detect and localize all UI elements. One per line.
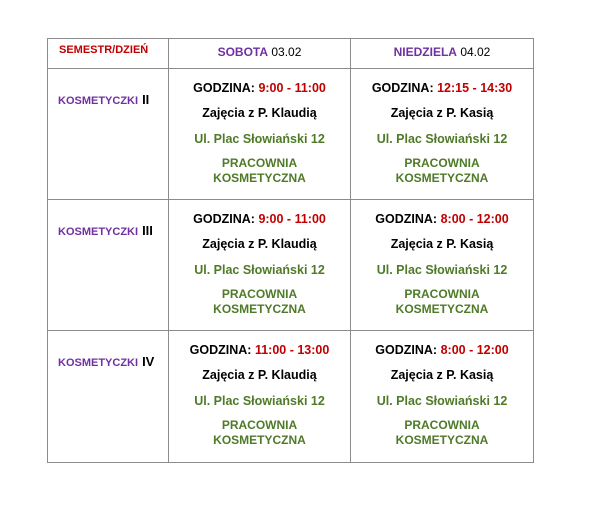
group-name: KOSMETYCZKI: [58, 357, 139, 369]
schedule-table: [47, 38, 534, 463]
room: [169, 156, 350, 186]
day-name: SOBOTA: [217, 45, 269, 59]
time-line: [169, 212, 350, 226]
group-number: IV: [142, 354, 155, 369]
time-line: [169, 343, 350, 357]
time-label: GODZINA:: [375, 212, 438, 226]
time-label: GODZINA:: [375, 343, 438, 357]
time-label: GODZINA:: [371, 81, 434, 95]
room-line-1: PRACOWNIA: [404, 418, 480, 432]
schedule-row: [48, 200, 534, 331]
teacher: Zajęcia z P. Klaudią: [202, 237, 317, 251]
schedule-row: [48, 331, 534, 463]
group-cell: [48, 69, 169, 200]
room-line-2: KOSMETYCZNA: [213, 302, 306, 316]
time-line: [351, 81, 533, 95]
room-line-1: PRACOWNIA: [221, 156, 298, 170]
group-cell: [48, 331, 169, 463]
address: Ul. Plac Słowiański 12: [376, 263, 508, 277]
header-row: [48, 39, 534, 69]
time-value: 8:00 - 12:00: [440, 212, 509, 226]
group-cell: [48, 200, 169, 331]
teacher: Zajęcia z P. Kasią: [390, 106, 494, 120]
time-line: [351, 212, 533, 226]
room-line-1: PRACOWNIA: [221, 287, 298, 301]
address: Ul. Plac Słowiański 12: [194, 394, 325, 408]
time-line: [351, 343, 533, 357]
header-day-sunday: [351, 39, 534, 69]
address: Ul. Plac Słowiański 12: [376, 132, 508, 146]
time-value: 8:00 - 12:00: [440, 343, 509, 357]
time-value: 11:00 - 13:00: [254, 343, 330, 357]
time-label: GODZINA:: [189, 343, 252, 357]
room-line-2: KOSMETYCZNA: [213, 171, 306, 185]
room-line-2: KOSMETYCZNA: [395, 302, 489, 316]
day-date: 04.02: [460, 45, 491, 59]
room: [351, 287, 533, 317]
day-date: 03.02: [271, 45, 302, 59]
address: Ul. Plac Słowiański 12: [376, 394, 508, 408]
room: [351, 418, 533, 448]
room: [169, 287, 350, 317]
header-semester-cell: [48, 39, 169, 69]
address: Ul. Plac Słowiański 12: [194, 132, 325, 146]
room-line-1: PRACOWNIA: [221, 418, 298, 432]
group-name: KOSMETYCZKI: [58, 226, 139, 238]
teacher: Zajęcia z P. Kasią: [390, 368, 494, 382]
schedule-row: [48, 69, 534, 200]
group-number: II: [142, 92, 150, 107]
time-line: [169, 81, 350, 95]
group-number: III: [142, 223, 153, 238]
address: Ul. Plac Słowiański 12: [194, 263, 325, 277]
class-cell: [169, 69, 351, 200]
room: [351, 156, 533, 186]
group-name: KOSMETYCZKI: [58, 95, 139, 107]
class-cell: [351, 331, 534, 463]
time-value: 9:00 - 11:00: [258, 81, 326, 95]
class-cell: [351, 200, 534, 331]
teacher: Zajęcia z P. Klaudią: [202, 106, 317, 120]
teacher: Zajęcia z P. Klaudią: [202, 368, 317, 382]
room: [169, 418, 350, 448]
semester-day-header: SEMESTR/DZIEŃ: [59, 44, 149, 56]
time-value: 9:00 - 11:00: [258, 212, 326, 226]
room-line-1: PRACOWNIA: [404, 156, 480, 170]
room-line-2: KOSMETYCZNA: [213, 433, 306, 447]
room-line-1: PRACOWNIA: [404, 287, 480, 301]
teacher: Zajęcia z P. Kasią: [390, 237, 494, 251]
day-name: NIEDZIELA: [393, 45, 457, 59]
room-line-2: KOSMETYCZNA: [395, 433, 489, 447]
time-label: GODZINA:: [193, 212, 255, 226]
class-cell: [351, 69, 534, 200]
header-day-saturday: [169, 39, 351, 69]
time-value: 12:15 - 14:30: [437, 81, 513, 95]
class-cell: [169, 200, 351, 331]
class-cell: [169, 331, 351, 463]
room-line-2: KOSMETYCZNA: [395, 171, 489, 185]
time-label: GODZINA:: [193, 81, 255, 95]
